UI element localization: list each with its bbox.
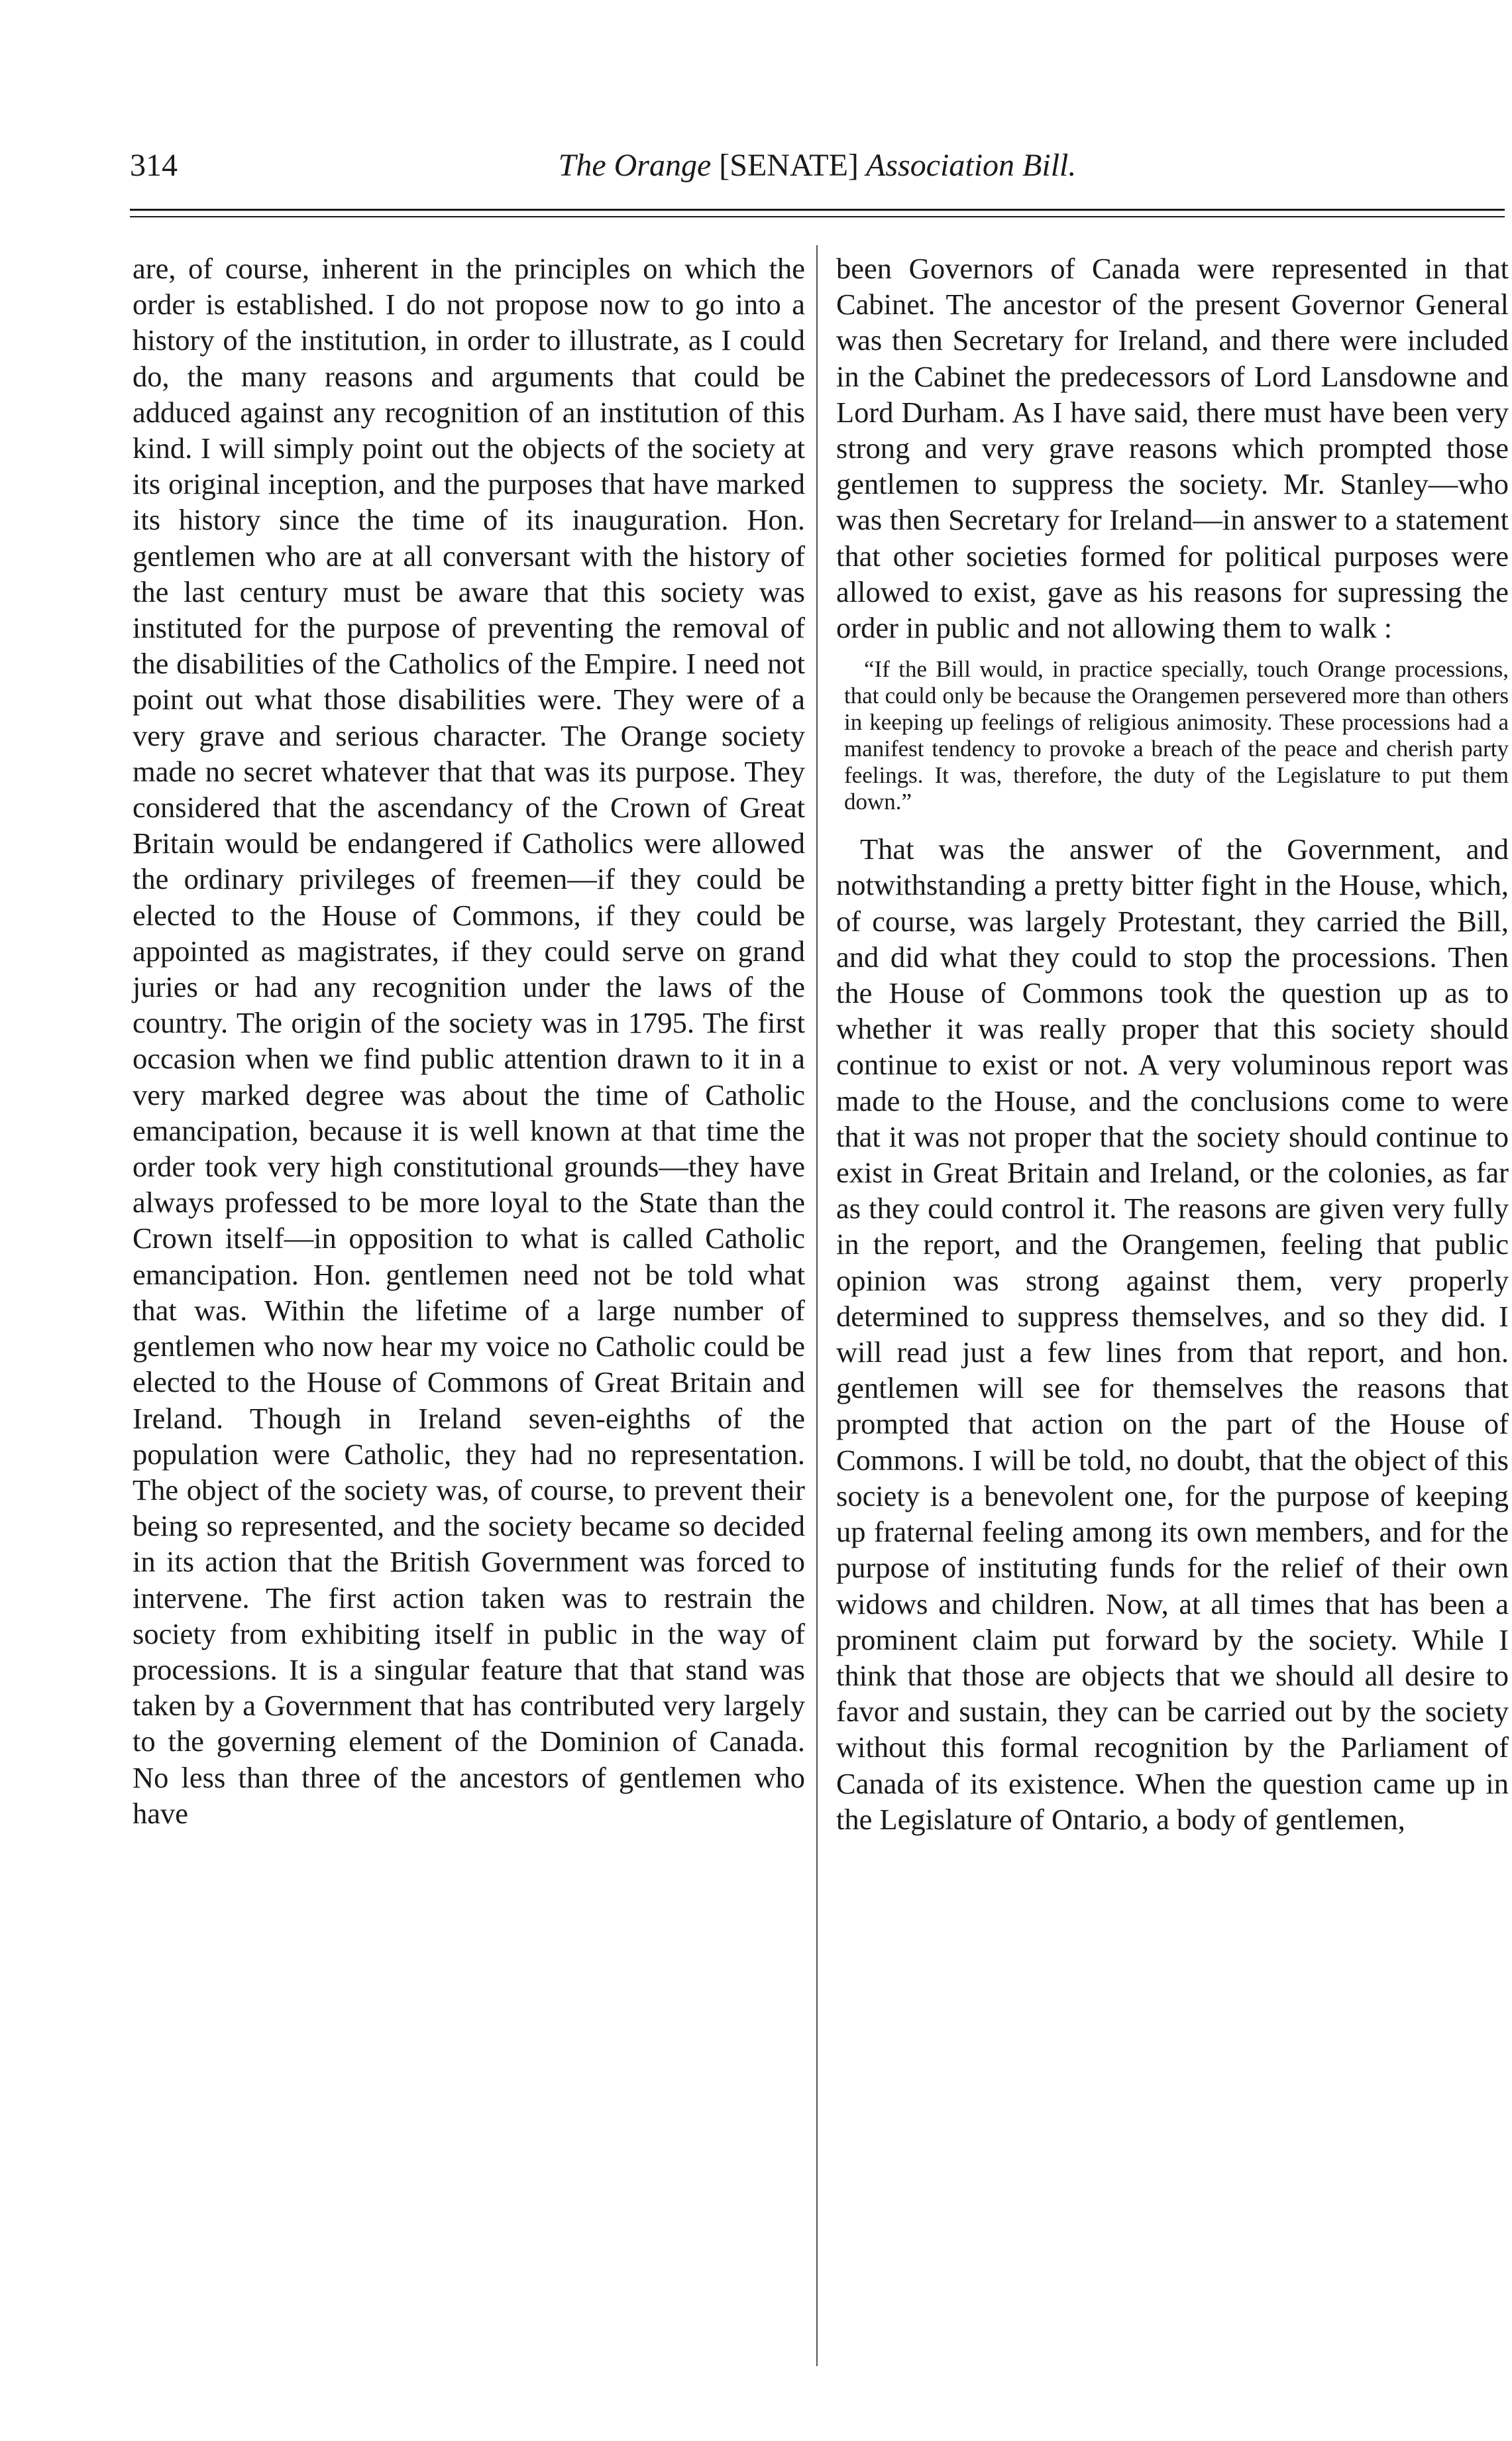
column-divider	[816, 245, 818, 2366]
right-column	[836, 251, 1509, 2371]
header-rule	[130, 209, 1505, 211]
header-rule-secondary	[130, 216, 1505, 217]
block-quote: “If the Bill would, in practice specially, touch Orange processions, that could only be because the Orangemen persevered more than others in keeping up feelings of religious animosity. These processions had a manifest tendency to provoke a breach of the peace and cherish party feelings. It was, therefore, the duty of the Legislature to put them down.”	[844, 656, 1509, 815]
page-number: 314	[130, 148, 178, 183]
running-title	[130, 139, 1505, 192]
title-senate: [SENATE]	[719, 148, 859, 183]
left-column	[133, 251, 805, 2371]
title-part-2: Association Bill.	[858, 148, 1077, 183]
left-paragraph: are, of course, inherent in the principles on which the order is established. I do not propose now to go into a history of the institution, in order to illustrate, as I could do, the many reasons and arguments that could be adduced against any recognition of an institution of this kind. I will simply point out the objects of the society at its original inception, and the purposes that have marked its history since the time of its inauguration. Hon. gentlemen who are at all conversant with the history of the last century must be aware that this society was instituted for the purpose of preventing the removal of the disabilities of the Catholics of the Empire. I need not point out what those disabilities were. They were of a very grave and serious character. The Orange society made no secret whatever that that was its purpose. They considered that the ascendancy of the Crown of Great Britain would be endangered if Catholics were allowed the ordinary privileges of freemen—if they could be elected to the House of Commons, if they could be appointed as magistrates, if they could serve on grand juries or had any recognition under the laws of the country. The origin of the society was in 1795. The first occasion when we find public attention drawn to it in a very marked degree was about the time of Catholic emancipation, because it is well known at that time the order took very high constitutional grounds—they have always professed to be more loyal to the State than the Crown itself—in opposition to what is called Catholic emancipation. Hon. gentlemen need not be told what that was. Within the lifetime of a large number of gentlemen who now hear my voice no Catholic could be elected to the House of Commons of Great Britain and Ireland. Though in Ireland seven-eighths of the population were Catholic, they had no representation. The object of the society was, of course, to prevent their being so represented, and the society became so decided in its action that the British Government was forced to intervene. The first action taken was to restrain the society from exhibiting itself in public in the way of processions. It is a singular feature that that stand was taken by a Government that has contributed very largely to the governing element of the Dominion of Canada. No less than three of the ancestors of gentlemen who have	[133, 252, 805, 1830]
title-part-1: The Orange	[558, 148, 720, 183]
right-paragraph-2: That was the answer of the Government, and notwithstanding a pretty bitter fight in the House, which, of course, was largely Protestant, they carried the Bill, and did what they could to stop the processions. Then the House of Commons took the question up as to whether it was really proper that this society should continue to exist or not. A very voluminous report was made to the House, and the conclusions come to were that it was not proper that the society should continue to exist in Great Britain and Ireland, or the colonies, as far as they could control it. The reasons are given very fully in the report, and the Orangemen, feeling that public opinion was strong against them, very properly determined to suppress themselves, and so they did. I will read just a few lines from that report, and hon. gentlemen will see for themselves the reasons that prompted that action on the part of the House of Commons. I will be told, no doubt, that the object of this society is a benevolent one, for the purpose of keeping up fraternal feeling among its own members, and for the purpose of instituting funds for the relief of their own widows and children. Now, at all times that has been a prominent claim put forward by the society. While I think that those are objects that we should all desire to favor and sustain, they can be carried out by the society without this formal recognition by the Parliament of Canada of its existence. When the question came up in the Legislature of Ontario, a body of gentlemen,	[836, 832, 1509, 1836]
right-paragraph-1: been Governors of Canada were represented in that Cabinet. The ancestor of the present Governor General was then Secretary for Ireland, and there were included in the Cabinet the predecessors of Lord Lansdowne and Lord Durham. As I have said, there must have been very strong and very grave reasons which prompted those gentlemen to suppress the society. Mr. Stanley—who was then Secretary for Ireland—in answer to a statement that other societies formed for political purposes were allowed to exist, gave as his reasons for supressing the order in public and not allowing them to walk :	[836, 252, 1509, 645]
running-header	[130, 139, 1505, 192]
